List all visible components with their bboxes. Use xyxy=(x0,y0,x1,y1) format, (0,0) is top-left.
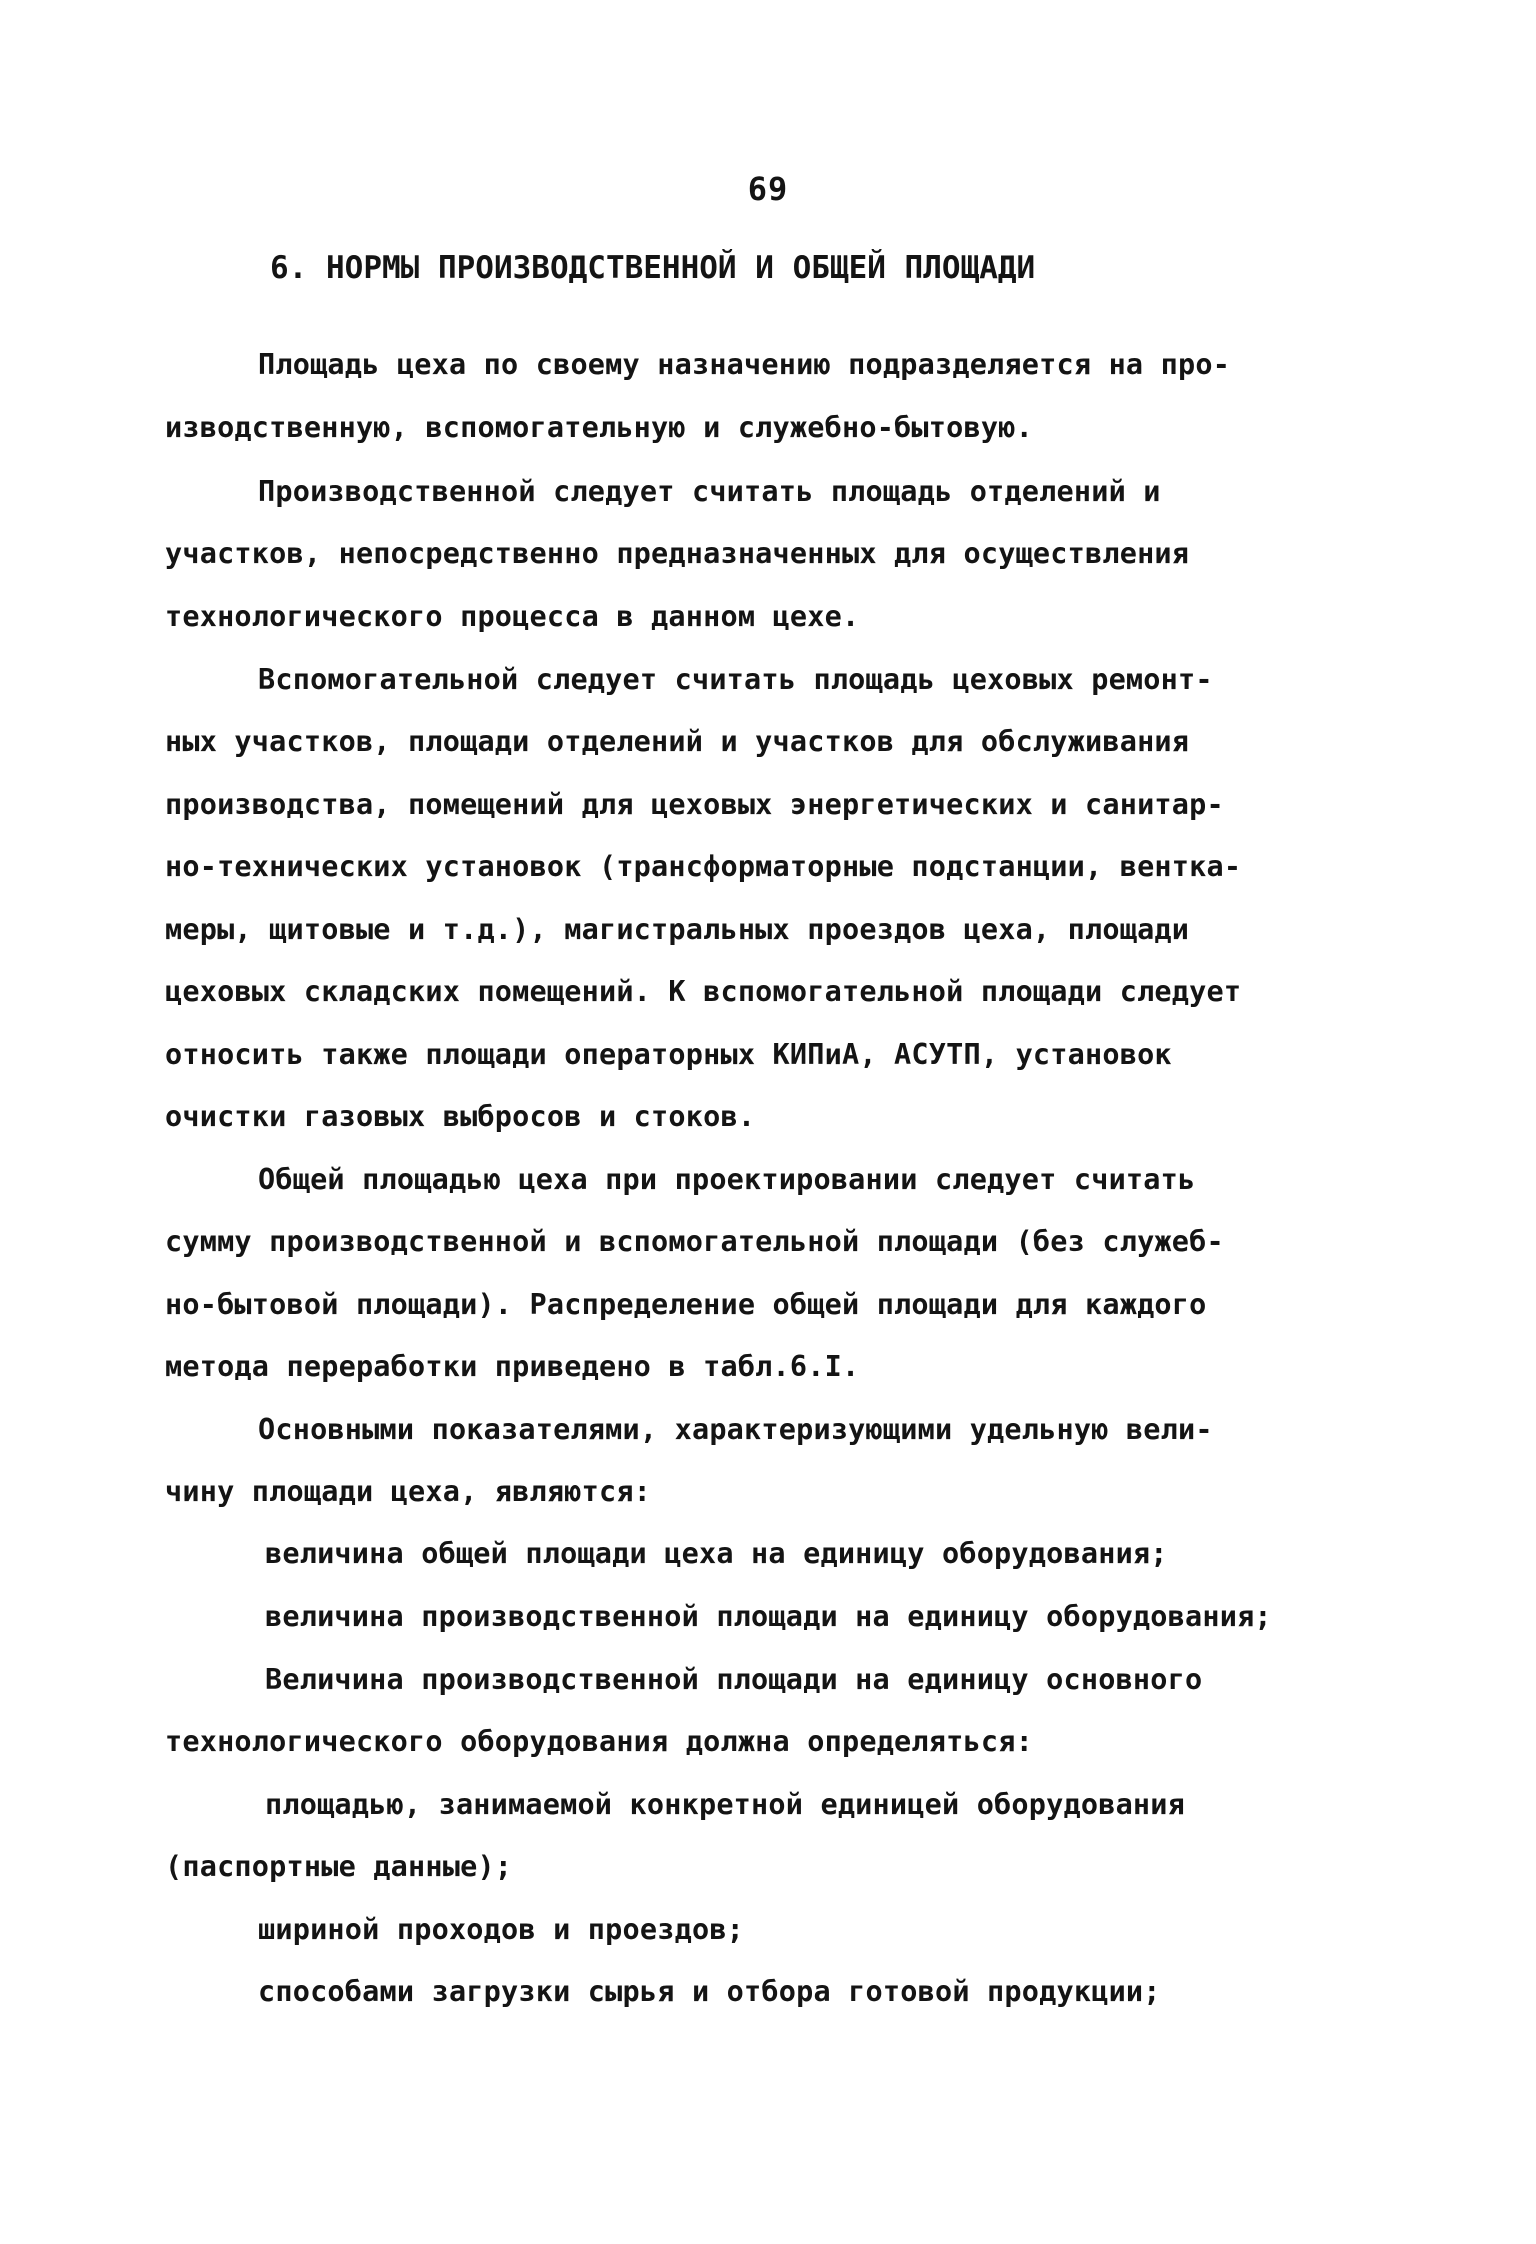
text-line: шириной проходов и проездов; xyxy=(258,1913,745,1946)
text-line: Производственной следует считать площадь отделений и xyxy=(258,475,1161,508)
text-line: очистки газовых выбросов и стоков. xyxy=(165,1100,756,1133)
text-line: величина общей площади цеха на единицу оборудования; xyxy=(265,1537,1168,1570)
text-line: но-бытовой площади). Распределение общей площади для каждого xyxy=(165,1288,1207,1321)
text-line: но-технических установок (трансформаторные подстанции, вентка- xyxy=(165,850,1242,883)
text-line: чину площади цеха, являются: xyxy=(165,1475,652,1508)
text-line: величина производственной площади на единицу оборудования; xyxy=(265,1600,1272,1633)
text-line: метода переработки приведено в табл.6.I. xyxy=(165,1350,860,1383)
text-line: Основными показателями, характеризующими удельную вели- xyxy=(258,1413,1213,1446)
text-line: участков, непосредственно предназначенных для осуществления xyxy=(165,537,1190,570)
text-line: Площадь цеха по своему назначению подразделяется на про- xyxy=(258,348,1231,381)
text-line: производства, помещений для цеховых энергетических и санитар- xyxy=(165,788,1224,821)
text-line: Общей площадью цеха при проектировании следует считать xyxy=(258,1163,1196,1196)
text-line: способами загрузки сырья и отбора готовой продукции; xyxy=(258,1975,1161,2008)
text-line: относить также площади операторных КИПиА, АСУТП, установок xyxy=(165,1038,1172,1071)
text-line: технологического оборудования должна определяться: xyxy=(165,1725,1033,1758)
text-line: меры, щитовые и т.д.), магистральных проездов цеха, площади xyxy=(165,913,1190,946)
text-line: Величина производственной площади на единицу основного xyxy=(265,1663,1203,1696)
text-line: (паспортные данные); xyxy=(165,1850,513,1883)
text-line: технологического процесса в данном цехе. xyxy=(165,600,860,633)
text-line: ных участков, площади отделений и участков для обслуживания xyxy=(165,725,1190,758)
section-title: 6. НОРМЫ ПРОИЗВОДСТВЕННОЙ И ОБЩЕЙ ПЛОЩАДИ xyxy=(270,250,1036,286)
text-line: изводственную, вспомогательную и служебно-бытовую. xyxy=(165,411,1033,444)
text-line: площадью, занимаемой конкретной единицей оборудования xyxy=(265,1788,1185,1821)
text-line: цеховых складских помещений. К вспомогательной площади следует xyxy=(165,975,1242,1008)
text-line: Вспомогательной следует считать площадь цеховых ремонт- xyxy=(258,663,1213,696)
page-number: 69 xyxy=(747,170,789,208)
text-line: сумму производственной и вспомогательной площади (без служеб- xyxy=(165,1225,1224,1258)
